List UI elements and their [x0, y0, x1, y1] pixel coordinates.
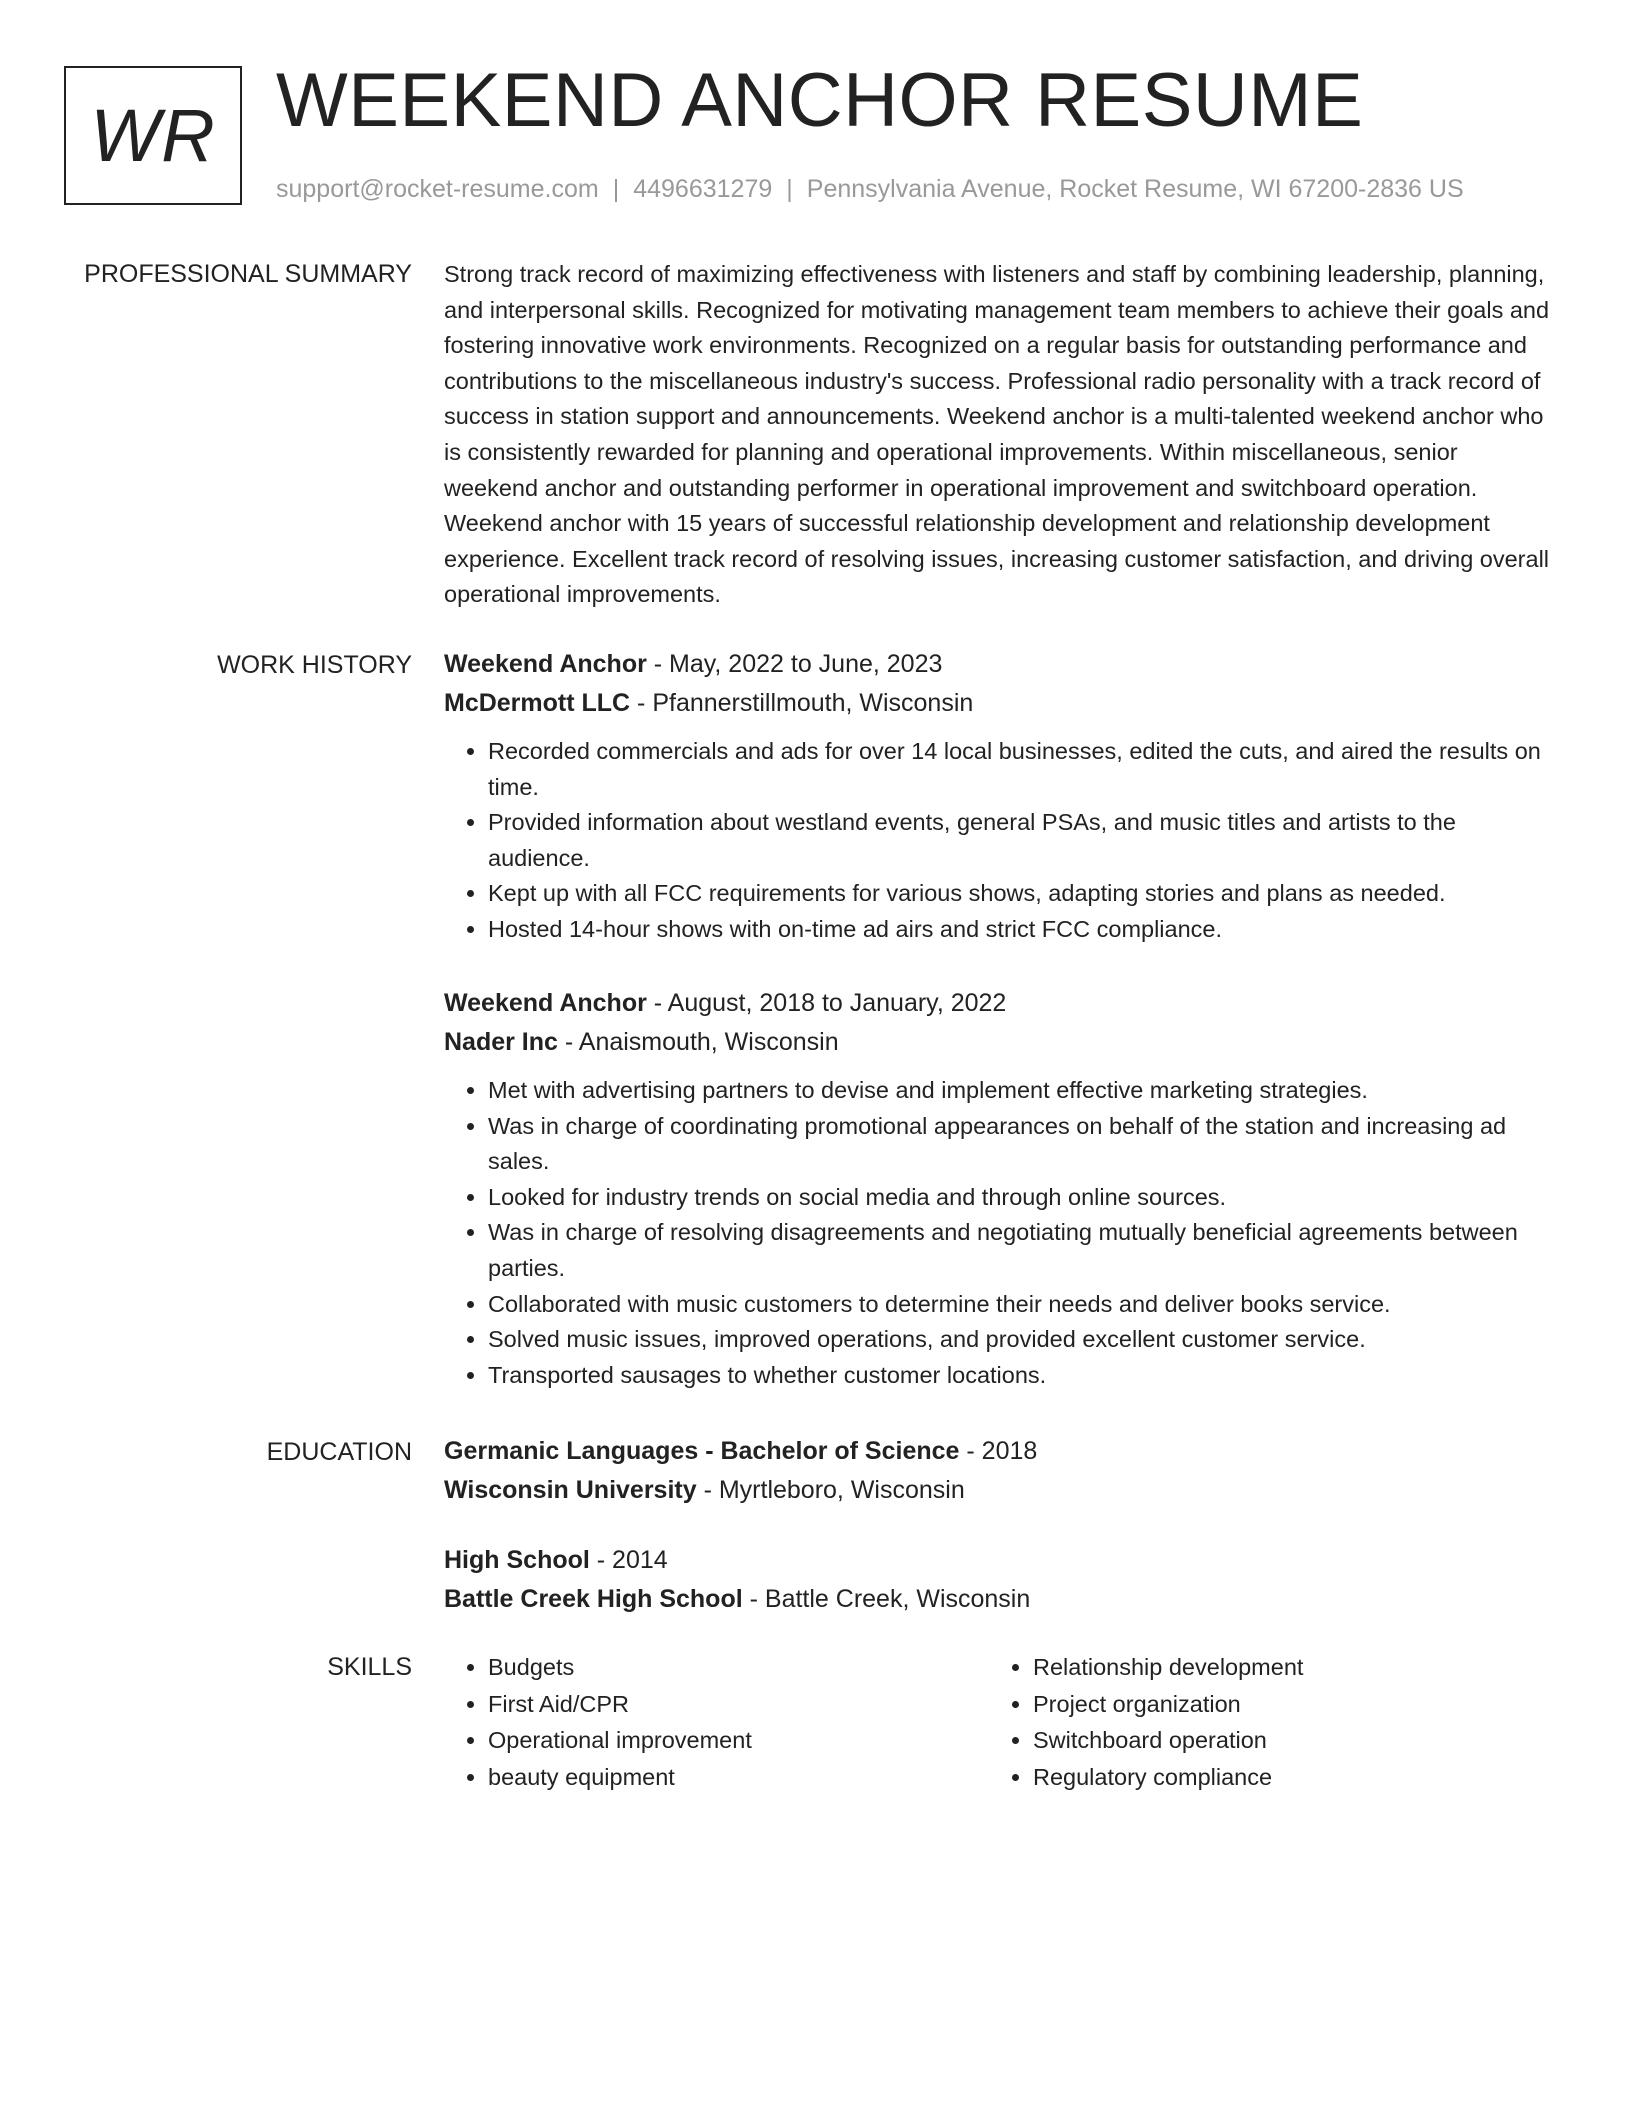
- job-title: Weekend Anchor: [444, 989, 647, 1017]
- job-bullet: • Collaborated with music customers to determine their needs and deliver books service.: [488, 1287, 1556, 1323]
- education-school: Wisconsin University: [444, 1476, 697, 1504]
- job-location: - Pfannerstillmouth, Wisconsin: [630, 689, 974, 717]
- education-location: - Myrtleboro, Wisconsin: [696, 1476, 965, 1504]
- skill-item: • Operational improvement: [488, 1722, 964, 1759]
- contact-separator: |: [786, 175, 793, 203]
- contact-phone[interactable]: 4496631279: [633, 175, 773, 203]
- skill-item: • Project organization: [1033, 1686, 1509, 1723]
- education-degree-line: [444, 1541, 1556, 1580]
- education-entry: [444, 1541, 1556, 1619]
- section-label-education: EDUCATION: [266, 1438, 412, 1466]
- job-company: Nader Inc: [444, 1028, 558, 1056]
- skill-item: • Budgets: [488, 1649, 964, 1686]
- job-bullet: • Hosted 14-hour shows with on-time ad airs and strict FCC compliance.: [488, 912, 1556, 948]
- job-bullet: • Was in charge of coordinating promotional appearances on behalf of the station and increasing ad sales.: [488, 1109, 1556, 1180]
- job-bullet: • Solved music issues, improved operations, and provided excellent customer service.: [488, 1322, 1556, 1358]
- skills-list: [444, 1649, 964, 1795]
- job-company: McDermott LLC: [444, 689, 631, 717]
- education-degree-line: [444, 1432, 1556, 1471]
- resume-title: WEEKEND ANCHOR RESUME: [276, 58, 1364, 143]
- contact-line: [276, 174, 1464, 204]
- job-dates: - May, 2022 to June, 2023: [646, 650, 943, 678]
- job-company-line: [444, 684, 1556, 723]
- education-location: - Battle Creek, Wisconsin: [742, 1585, 1031, 1613]
- skills-list: [989, 1649, 1509, 1795]
- skills-column-left: [444, 1649, 964, 1795]
- education-entry: [444, 1432, 1556, 1510]
- job-title-line: [444, 984, 1556, 1023]
- skill-item: • Relationship development: [1033, 1649, 1509, 1686]
- job-bullet: • Was in charge of resolving disagreements and negotiating mutually beneficial agreements between parties.: [488, 1215, 1556, 1286]
- job-dates: - August, 2018 to January, 2022: [646, 989, 1007, 1017]
- skills-column-right: [989, 1649, 1509, 1795]
- education-year: - 2018: [959, 1437, 1038, 1465]
- education-year: - 2014: [589, 1546, 668, 1574]
- job-bullets: [444, 1073, 1556, 1393]
- education-school-line: [444, 1580, 1556, 1619]
- job-bullet: • Kept up with all FCC requirements for various shows, adapting stories and plans as needed.: [488, 876, 1556, 912]
- contact-address: Pennsylvania Avenue, Rocket Resume, WI 67200-2836 US: [806, 175, 1464, 203]
- job-bullet: • Provided information about westland events, general PSAs, and music titles and artists to the audience.: [488, 805, 1556, 876]
- job-bullet: • Looked for industry trends on social media and through online sources.: [488, 1180, 1556, 1216]
- skill-item: • beauty equipment: [488, 1759, 964, 1796]
- summary-text: Strong track record of maximizing effectiveness with listeners and staff by combining leadership, planning, and interpersonal skills. Recognized for motivating management team members to achieve their goals and fostering innovative work environments. Recognized on a regular basis for outstanding performance and contributions to the miscellaneous industry's success. Professional radio personality with a track record of success in station support and announcements. Weekend anchor is a multi-talented weekend anchor who is consistently rewarded for planning and operational improvements. Within miscellaneous, senior weekend anchor and outstanding performer in operational improvement and switchboard operation. Weekend anchor with 15 years of successful relationship development and relationship development experience. Excellent track record of resolving issues, increasing customer satisfaction, and driving overall operational improvements.: [444, 261, 1550, 608]
- skill-item: • Switchboard operation: [1033, 1722, 1509, 1759]
- monogram-logo: [64, 66, 242, 205]
- job-company-line: [444, 1023, 1556, 1062]
- job-bullets: [444, 734, 1556, 948]
- job-title-line: [444, 645, 1556, 684]
- education-degree: Germanic Languages - Bachelor of Science: [444, 1437, 960, 1465]
- skill-item: • Regulatory compliance: [1033, 1759, 1509, 1796]
- job-bullet: • Recorded commercials and ads for over 14 local businesses, edited the cuts, and aired the results on time.: [488, 734, 1556, 805]
- job-entry: [444, 645, 1556, 948]
- education-school: Battle Creek High School: [444, 1585, 743, 1613]
- monogram-initials: WR: [90, 94, 216, 177]
- job-bullet: • Transported sausages to whether customer locations.: [488, 1358, 1556, 1394]
- section-label-work-history: WORK HISTORY: [217, 651, 412, 679]
- contact-email[interactable]: support@rocket-resume.com: [276, 175, 599, 203]
- education-school-line: [444, 1471, 1556, 1510]
- section-label-summary: PROFESSIONAL SUMMARY: [84, 260, 412, 288]
- education-degree: High School: [444, 1546, 590, 1574]
- contact-separator: |: [612, 175, 620, 203]
- job-bullet: • Met with advertising partners to devise and implement effective marketing strategies.: [488, 1073, 1556, 1109]
- skill-item: • First Aid/CPR: [488, 1686, 964, 1723]
- section-label-skills: SKILLS: [327, 1653, 412, 1681]
- job-location: - Anaismouth, Wisconsin: [557, 1028, 839, 1056]
- job-entry: [444, 984, 1556, 1393]
- job-title: Weekend Anchor: [444, 650, 647, 678]
